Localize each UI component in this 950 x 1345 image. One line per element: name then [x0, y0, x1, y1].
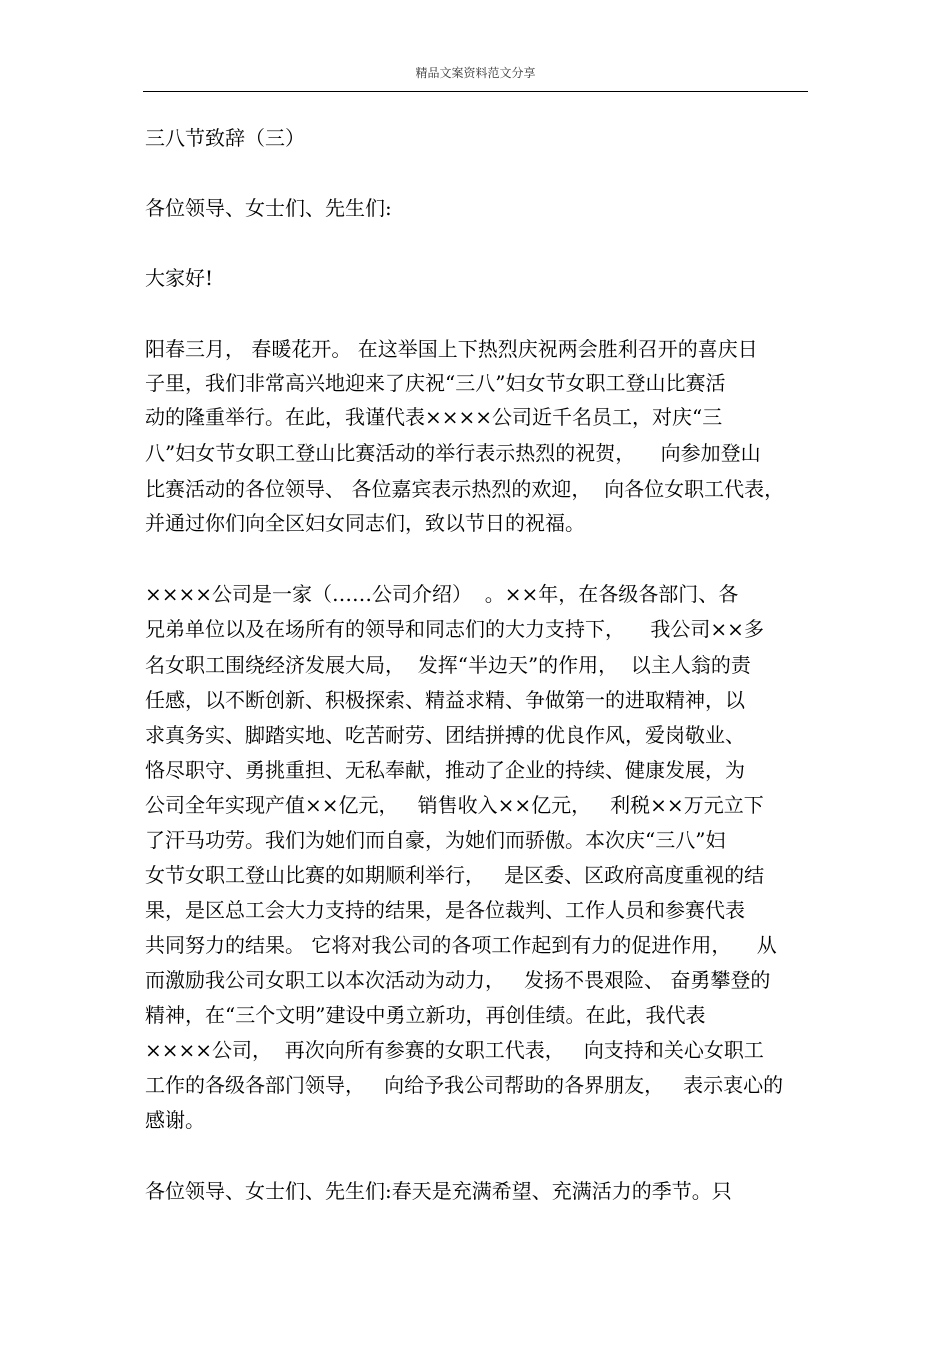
page-header: 精品文案资料范文分享 — [415, 66, 536, 80]
paragraph-2-line: 兄弟单位以及在场所有的领导和同志们的大力支持下， 我公司××多 — [145, 617, 764, 641]
paragraph-2-line: 共同努力的结果。 它将对我公司的各项工作起到有力的促进作用， 从 — [145, 933, 777, 957]
document-title: 三八节致辞（三） — [145, 126, 305, 150]
salutation: 各位领导、女士们、先生们: — [145, 196, 392, 220]
greeting: 大家好! — [145, 266, 214, 290]
paragraph-1-line: 动的隆重举行。在此，我谨代表××××公司近千名员工，对庆“三 — [145, 405, 723, 429]
paragraph-2-line: 恪尽职守、勇挑重担、无私奉献，推动了企业的持续、健康发展，为 — [145, 758, 745, 782]
paragraph-1-line: 八”妇女节女职工登山比赛活动的举行表示热烈的祝贺， 向参加登山 — [145, 441, 761, 465]
paragraph-1-line: 阳春三月， 春暖花开。 在这举国上下热烈庆祝两会胜利召开的喜庆日 — [145, 337, 758, 361]
paragraph-2-line: 感谢。 — [145, 1108, 205, 1132]
paragraph-2-line: 果，是区总工会大力支持的结果，是各位裁判、工作人员和参赛代表 — [145, 898, 745, 922]
paragraph-2-line: 名女职工围绕经济发展大局， 发挥“半边天”的作用， 以主人翁的责 — [145, 653, 751, 677]
paragraph-2-line: 公司全年实现产值××亿元， 销售收入××亿元， 利税××万元立下 — [145, 793, 764, 817]
paragraph-2-line: ××××公司是一家（……公司介绍） 。××年，在各级各部门、各 — [145, 582, 739, 606]
paragraph-2-line: 任感，以不断创新、积极探索、精益求精、争做第一的进取精神，以 — [145, 688, 745, 712]
paragraph-1-line: 比赛活动的各位领导、 各位嘉宾表示热烈的欢迎， 向各位女职工代表， — [145, 477, 785, 501]
paragraph-2-line: 而激励我公司女职工以本次活动为动力， 发扬不畏艰险、 奋勇攀登的 — [145, 968, 771, 992]
paragraph-3-line: 各位领导、女士们、先生们:春天是充满希望、充满活力的季节。只 — [145, 1179, 732, 1203]
paragraph-2-line: 精神，在“三个文明”建设中勇立新功，再创佳绩。在此，我代表 — [145, 1003, 706, 1027]
paragraph-2-line: 工作的各级各部门领导， 向给予我公司帮助的各界朋友， 表示衷心的 — [145, 1073, 784, 1097]
paragraph-2-line: 了汗马功劳。我们为她们而自豪，为她们而骄傲。本次庆“三八”妇 — [145, 828, 726, 852]
header-divider — [143, 91, 808, 92]
paragraph-2-line: ××××公司， 再次向所有参赛的女职工代表， 向支持和关心女职工 — [145, 1038, 764, 1062]
paragraph-2-line: 求真务实、脚踏实地、吃苦耐劳、团结拼搏的优良作风，爱岗敬业、 — [145, 723, 745, 747]
paragraph-1-line: 并通过你们向全区妇女同志们，致以节日的祝福。 — [145, 511, 585, 535]
paragraph-1-line: 子里，我们非常高兴地迎来了庆祝“三八”妇女节女职工登山比赛活 — [145, 371, 726, 395]
paragraph-2-line: 女节女职工登山比赛的如期顺利举行， 是区委、区政府高度重视的结 — [145, 863, 765, 887]
